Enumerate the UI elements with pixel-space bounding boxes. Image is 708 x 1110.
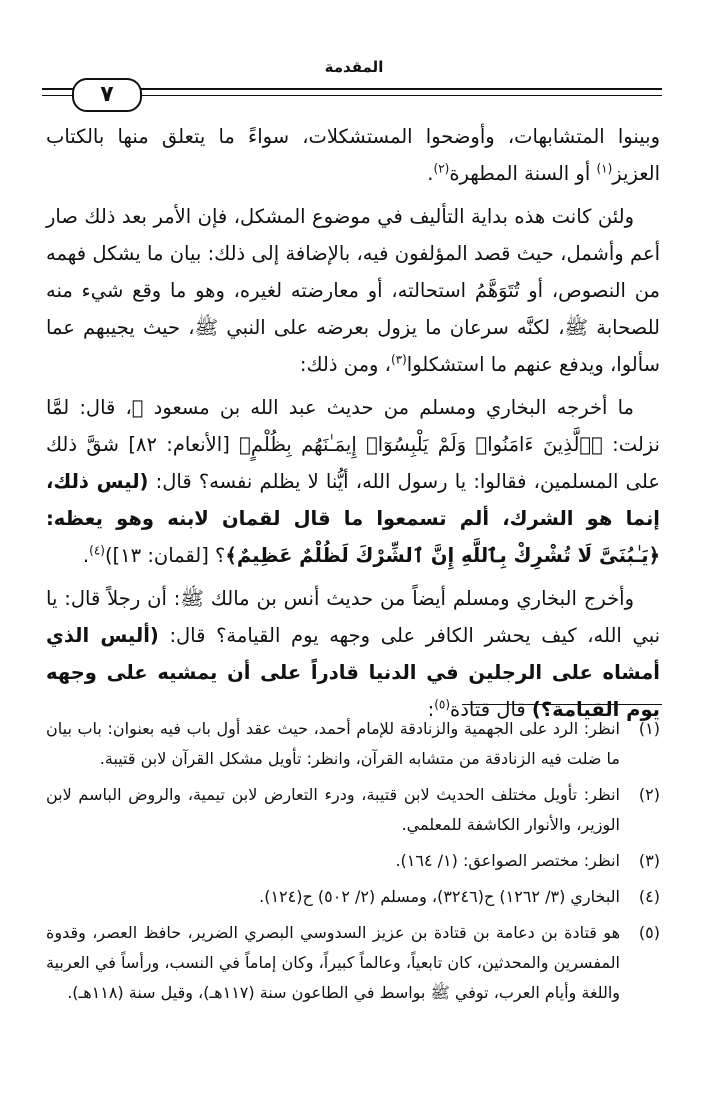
footnote-text: انظر: الرد على الجهمية والزنادقة للإمام أحمد، حيث عقد أول باب فيه بعنوان: باب بيان ما ضلت فيه الزنادقة من متشابه القرآن، وانظر: تأويل مشكل القرآن لابن قتيبة. xyxy=(46,719,620,768)
footnote-ref-1[interactable]: (١) xyxy=(596,161,613,176)
paragraph-1-text: وبينوا المتشابهات، وأوضحوا المستشكلات، سواءً ما يتعلق منها بالكتاب العزيز xyxy=(46,125,660,185)
footnote-text: انظر: مختصر الصواعق: (١/ ١٦٤). xyxy=(395,851,620,870)
footnote xyxy=(46,780,660,840)
footnote-number: (٣) xyxy=(638,851,660,870)
paragraph-2-end: ، ومن ذلك: xyxy=(299,353,391,376)
footnote xyxy=(46,918,660,1008)
paragraph-2 xyxy=(46,198,660,383)
footnote-separator xyxy=(462,704,662,705)
footnote-ref-4[interactable]: (٤) xyxy=(89,543,105,558)
paragraph-3-text: ما أخرجه البخاري ومسلم من حديث عبد الله بن مسعود ﷺ، قال: لمَّا نزلت: ﴿ٱلَّذِينَ ءَامَنُوا۟ وَلَمْ يَلْبِسُوٓا۟ إِيمَـٰنَهُم بِظُلْمٍ﴾ [الأنعام: ٨٢] شقَّ ذلك على المسلمين، فقالوا: يا رسول الله، أيُّنا لا يظلم نفسه؟ قال: xyxy=(46,396,660,493)
footnote-ref-5[interactable]: (٥) xyxy=(434,697,451,712)
footnote-text: البخاري (٣/ ١٢٦٢) ح(٣٢٤٦)، ومسلم (٢/ ٥٠٢) ح(١٢٤). xyxy=(259,887,620,906)
running-title: المقدمة xyxy=(324,58,384,76)
paragraph-4-end: : xyxy=(427,698,435,721)
footnote xyxy=(46,846,660,876)
paragraph-4-mid: قال قتادة xyxy=(450,698,532,721)
hadith-quote-2: (أليس الذي أمشاه على الرجلين في الدنيا قادراً على أن يمشيه على وجهه يوم القيامة؟) xyxy=(46,624,660,721)
paragraph-1-mid: أو السنة المطهرة xyxy=(449,162,597,185)
paragraph-2-text: ولئن كانت هذه بداية التأليف في موضوع المشكل، فإن الأمر بعد ذلك صار أعم وأشمل، حيث قصد المؤلفون فيه، بالإضافة إلى ذلك: بيان ما يشكل فهمه من النصوص، أو تُتَوَهَّمُ استحالته، أو معارضته لغيره، وهو ما وقع شيء منه للصحابة ﷺ، لكنَّه سرعان ما يزول بعرضه على النبي ﷺ، حيث يجيبهم عما سألوا، ويدفع عنهم ما استشكلوا xyxy=(46,205,660,376)
footnote-number: (٤) xyxy=(638,887,660,906)
footnote-number: (١) xyxy=(638,719,660,738)
footnote-text: هو قتادة بن دعامة بن قتادة بن عزيز السدوسي البصري الضرير، حافظ العصر، وقدوة المفسرين والمحدثين، كان تابعياً، وعالماً كبيراً، وكان إماماً في النسب، ورأساً في العربية واللغة وأيام العرب، توفي ﷺ بواسط في الطاعون سنة (١١٧هـ)، وقيل سنة (١١٨هـ). xyxy=(46,923,620,1002)
hadith-quote-1: (ليس ذلك، إنما هو الشرك، ألم تسمعوا ما قال لقمان لابنه وهو يعظه: ﴿يَـٰبُنَىَّ لَا تُشْرِكْ بِٱللَّهِ إِنَّ ٱلشِّرْكَ لَظُلْمٌ عَظِيمٌ﴾ xyxy=(46,470,660,567)
footnote xyxy=(46,714,660,774)
paragraph-4-text: وأخرج البخاري ومسلم أيضاً من حديث أنس بن مالك ﷺ: أن رجلاً قال: يا نبي الله، كيف يحشر الكافر على وجهه يوم القيامة؟ قال: xyxy=(46,587,661,647)
paragraph-1 xyxy=(46,118,660,192)
paragraph-3 xyxy=(46,389,660,574)
footnote xyxy=(46,882,660,912)
page-number: ٧ xyxy=(72,78,142,112)
footnotes xyxy=(46,714,660,1014)
paragraph-4 xyxy=(46,580,660,728)
paragraph-1-end: . xyxy=(427,162,434,185)
main-text xyxy=(46,118,660,734)
paragraph-3-end: . xyxy=(82,544,90,567)
footnote-number: (٢) xyxy=(638,785,660,804)
footnote-ref-3[interactable]: (٣) xyxy=(390,352,407,367)
footnote-number: (٥) xyxy=(638,923,660,942)
footnote-text: انظر: تأويل مختلف الحديث لابن قتيبة، ودرء التعارض لابن تيمية، والروض الباسم لابن الوزير، والأنوار الكاشفة للمعلمي. xyxy=(46,785,620,834)
paragraph-3-ref: ؟ [لقمان: ١٣]) xyxy=(104,544,226,567)
footnote-ref-2[interactable]: (٢) xyxy=(433,161,450,176)
